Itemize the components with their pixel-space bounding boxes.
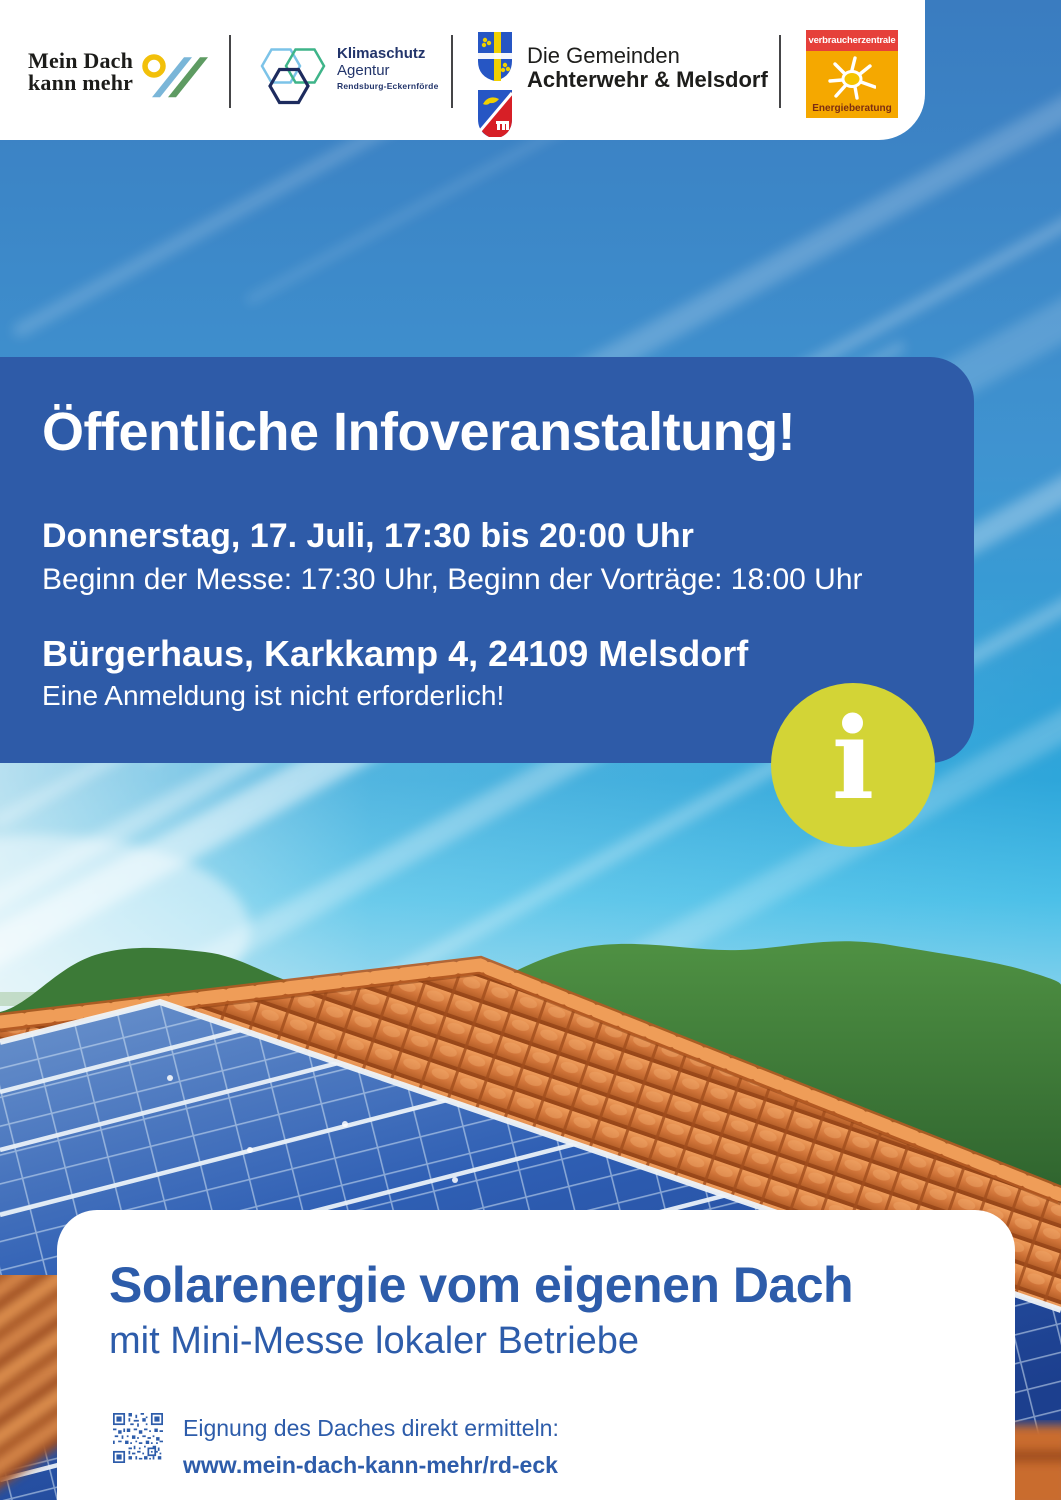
header-divider [229,35,231,108]
klimaschutz-line3: Rendsburg-Eckernförde [337,81,439,91]
event-title: Öffentliche Infoveranstaltung! [42,402,796,462]
topic-subtitle: mit Mini-Messe lokaler Betriebe [109,1320,640,1362]
qr-caption: Eignung des Daches direkt ermitteln: [183,1415,559,1441]
qr-code-icon [113,1413,163,1463]
verbraucherzentrale-caption: Energieberatung [812,103,892,114]
info-icon [771,683,935,847]
logo-header [0,0,925,140]
coat-of-arms-icons [477,31,513,137]
mein-dach-line1: Mein Dach [28,48,134,73]
gemeinden-wordmark [527,44,768,92]
event-registration-note: Eine Anmeldung ist nicht erforderlich! [42,680,505,711]
verbraucherzentrale-banner-text: verbraucherzentrale [808,35,896,46]
info-icon-glyph: i [831,694,875,825]
mein-dach-logo-icon [140,48,220,108]
gemeinden-line1: Die Gemeinden [527,43,680,68]
klimaschutz-wordmark [337,45,439,93]
mein-dach-wordmark [28,50,133,94]
sun-icon [828,56,876,100]
klimaschutz-hexagons-icon [252,42,332,112]
topic-box [57,1210,1015,1500]
gemeinden-line2: Achterwehr & Melsdorf [527,67,768,92]
topic-title: Solarenergie vom eigenen Dach [109,1257,854,1313]
mein-dach-line2: kann mehr [28,70,134,95]
klimaschutz-line2: Agentur [337,62,390,79]
achterwehr-coat-of-arms-icon [478,32,512,81]
website-url: www.mein-dach-kann-mehr/rd-eck [183,1452,558,1478]
verbraucherzentrale-banner [806,30,898,51]
event-location: Bürgerhaus, Karkkamp 4, 24109 Melsdorf [42,633,749,674]
klimaschutz-line1: Klimaschutz [337,45,426,62]
event-date: Donnerstag, 17. Juli, 17:30 bis 20:00 Uhr [42,517,694,555]
header-divider [779,35,781,108]
header-divider [451,35,453,108]
melsdorf-coat-of-arms-icon [478,90,512,137]
event-schedule: Beginn der Messe: 17:30 Uhr, Beginn der Vorträge: 18:00 Uhr [42,563,863,596]
verbraucherzentrale-logo [806,30,898,118]
